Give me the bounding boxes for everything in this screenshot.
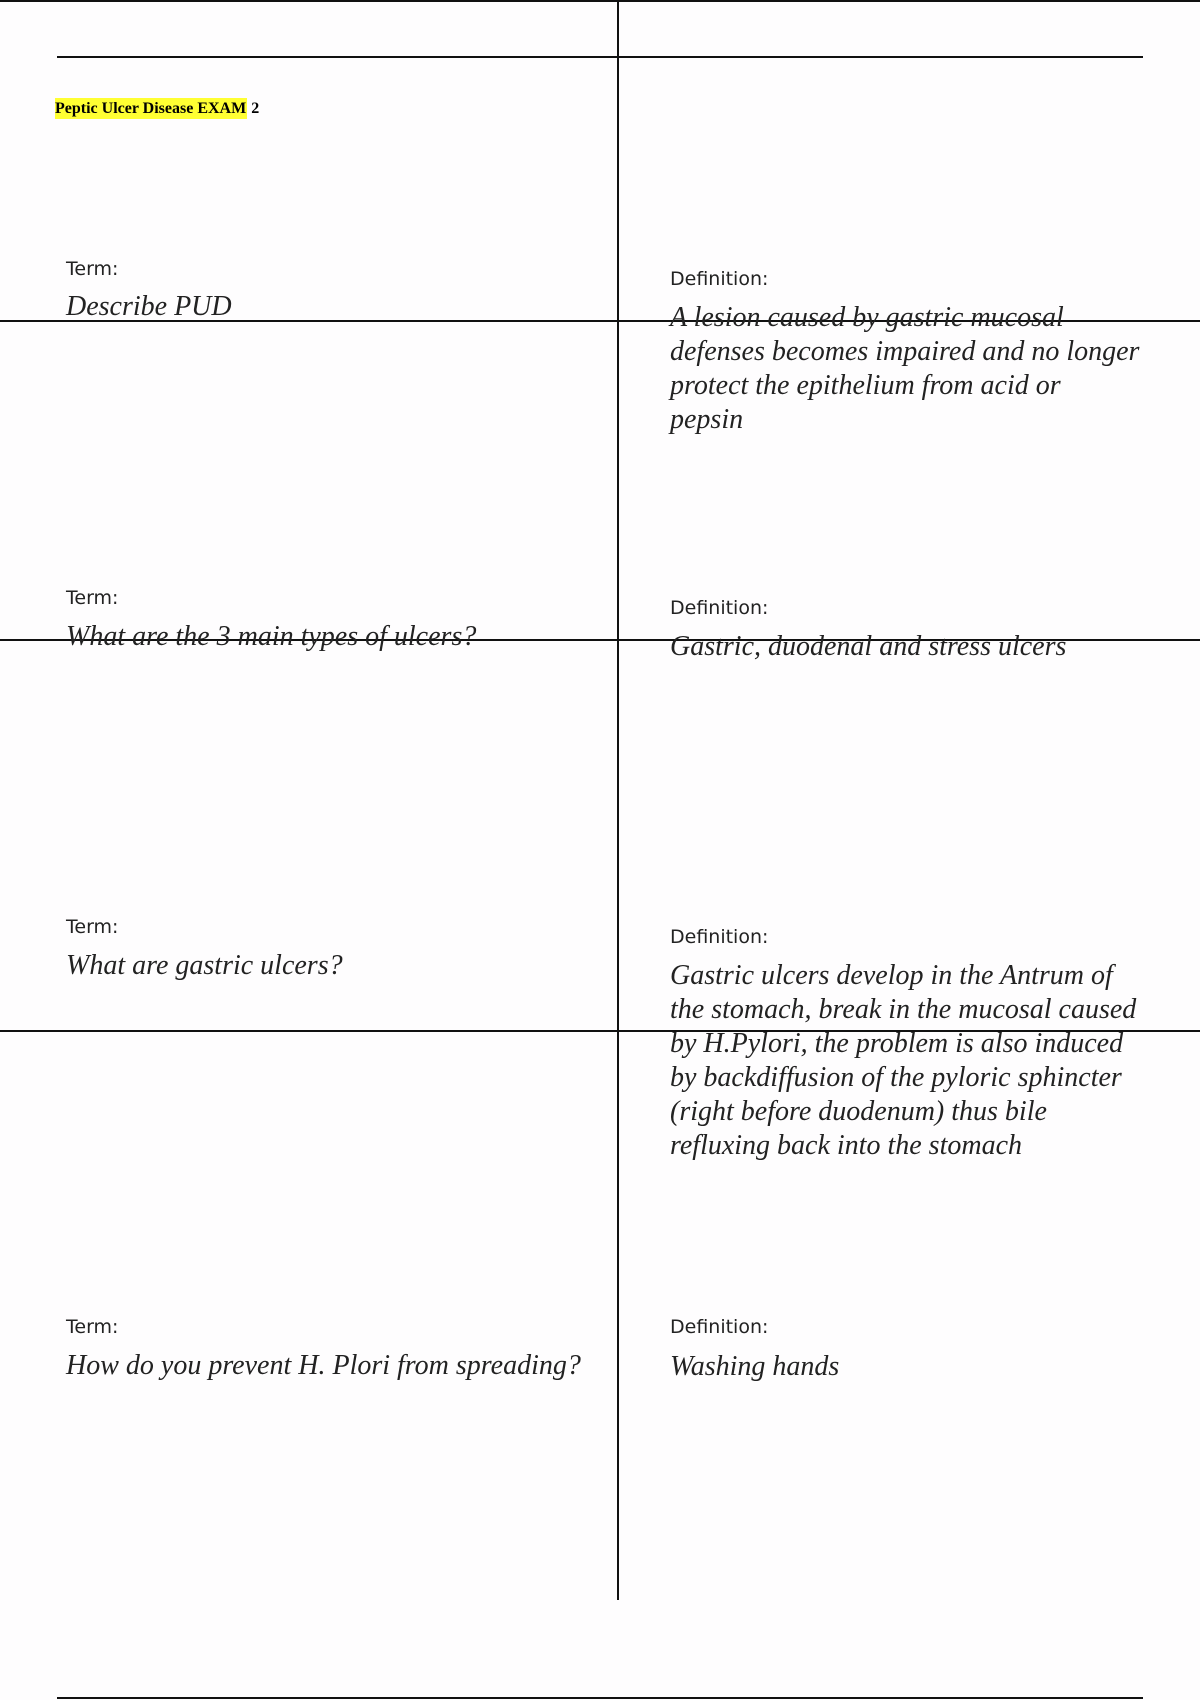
top-border-line [0,0,1200,2]
term-text: What are the 3 main types of ulcers? [66,621,477,652]
document-title-suffix: 2 [247,100,260,117]
term-label: Term: [66,916,119,938]
term-text: What are gastric ulcers? [66,950,343,981]
term-text: Describe PUD [66,291,232,322]
term-text: How do you prevent H. Plori from spreading? [66,1350,581,1381]
term-label: Term: [66,258,119,280]
term-label: Term: [66,1316,119,1338]
document-title [55,100,259,118]
center-divider [617,0,619,1600]
definition-label: Definition: [670,597,769,619]
definition-text: A lesion caused by gastric mucosal defenses becomes impaired and no longer protect the epithelium from acid or pepsin [670,302,1140,435]
definition-label: Definition: [670,1316,769,1338]
definition-text: Washing hands [670,1351,840,1382]
footer-rule [57,1697,1143,1699]
definition-label: Definition: [670,268,769,290]
definition-text: Gastric, duodenal and stress ulcers [670,631,1067,662]
term-label: Term: [66,587,119,609]
header-rule [57,56,1143,58]
definition-label: Definition: [670,926,769,948]
document-title-highlighted: Peptic Ulcer Disease EXAM [55,100,247,117]
definition-text: Gastric ulcers develop in the Antrum of the stomach, break in the mucosal caused by H.Pylori, the problem is also induced by backdiffusion of the pyloric sphincter (right before duodenum) thus bile refluxing back into the stomach [670,960,1137,1161]
